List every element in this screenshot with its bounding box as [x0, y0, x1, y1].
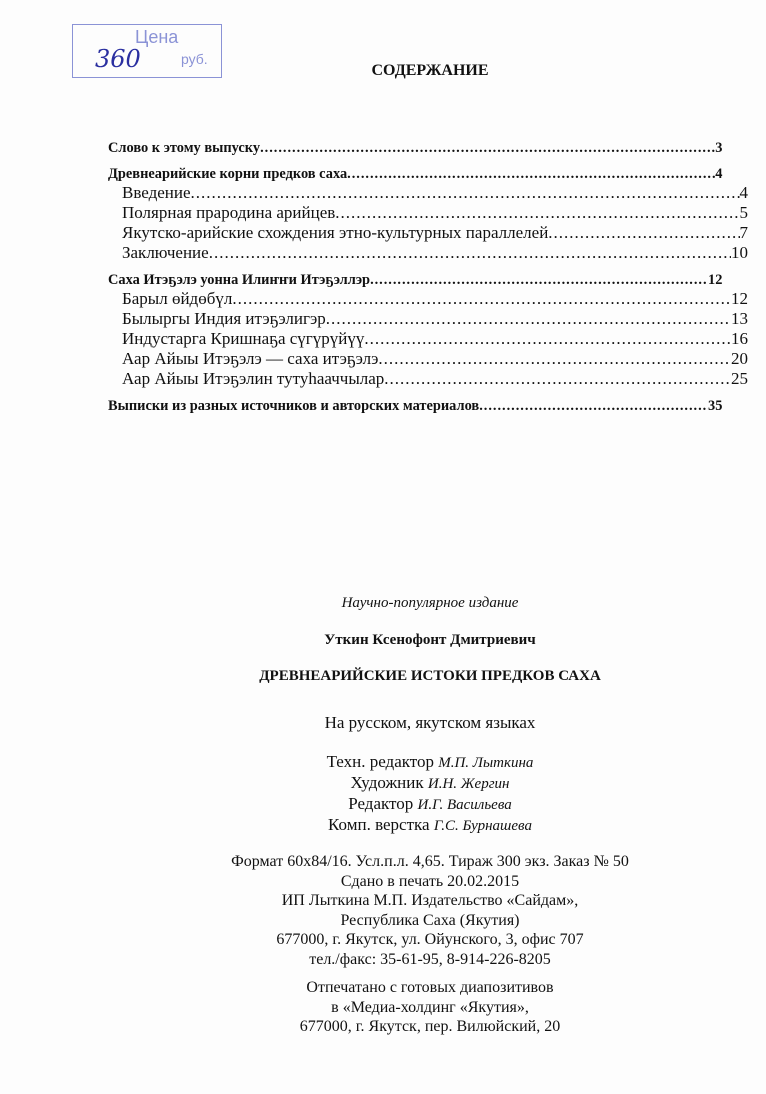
credit-name: И.Н. Жергин: [427, 776, 510, 792]
toc-entry: [108, 309, 748, 329]
toc-entry: [108, 349, 748, 369]
credit-name: И.Г. Васильева: [417, 797, 512, 813]
toc-leader-dots: [260, 140, 715, 157]
toc-entry: [108, 329, 748, 349]
credit-role: Техн. редактор: [326, 752, 434, 771]
toc-leader-dots: [479, 398, 708, 415]
toc-leader-dots: [378, 349, 731, 369]
toc-entry: [108, 369, 748, 389]
toc-entry-title: Индустарга Кришнаҕа сүгүрүйүү: [122, 329, 365, 348]
toc-entry-page: 3: [715, 140, 723, 156]
toc-entry-page: 4: [739, 183, 748, 202]
toc-entry-page: 10: [731, 243, 748, 262]
toc-entry-page: 4: [715, 166, 723, 182]
toc-entry: [108, 203, 748, 223]
languages: На русском, якутском языках: [324, 713, 536, 732]
toc-entry-title: Саха Итэҕэлэ уонна Илиҥҥи Итэҕэллэр: [108, 272, 371, 288]
toc-entry-page: 7: [739, 223, 748, 242]
author-name: Уткин Ксенофонт Дмитриевич: [324, 632, 536, 648]
toc-leader-dots: [232, 289, 731, 309]
toc-leader-dots: [364, 329, 731, 349]
publication-line: 677000, г. Якутск, ул. Ойунского, 3, офис 707: [276, 931, 584, 948]
toc-entry: [108, 272, 722, 289]
toc-entry-title: Барыл өйдөбүл: [122, 289, 233, 308]
table-of-contents: [108, 140, 748, 415]
toc-leader-dots: [326, 309, 731, 329]
stamp-currency: руб.: [181, 51, 208, 67]
toc-entry-title: Древнеарийские корни предков саха: [108, 166, 348, 182]
credit-line: [120, 773, 740, 794]
toc-entry-title: Полярная прародина арийцев: [122, 203, 336, 222]
toc-leader-dots: [209, 243, 731, 263]
toc-entry: [108, 166, 722, 183]
toc-entry-title: Аар Айыы Итэҕэлин тутуһааччылар: [122, 369, 385, 388]
toc-entry-page: 12: [708, 272, 723, 288]
toc-entry-title: Введение: [122, 183, 191, 202]
credit-name: Г.С. Бурнашева: [433, 818, 532, 834]
toc-entry-page: 16: [731, 329, 748, 348]
credit-role: Комп. верстка: [328, 815, 430, 834]
toc-entry: [108, 398, 722, 415]
publication-line: тел./факс: 35-61-95, 8-914-226-8205: [309, 950, 551, 968]
page-title: СОДЕРЖАНИЕ: [371, 62, 489, 79]
stamp-label: Цена: [135, 27, 179, 47]
toc-entry: [108, 183, 748, 203]
toc-leader-dots: [370, 272, 708, 289]
publication-info: [120, 852, 740, 969]
toc-entry: [108, 140, 722, 157]
toc-leader-dots: [335, 203, 739, 223]
toc-entry-page: 13: [731, 309, 748, 328]
toc-entry-title: Заключение: [122, 243, 209, 262]
publication-line: Республика Саха (Якутия): [340, 911, 520, 929]
toc-entry-page: 12: [731, 289, 748, 308]
printer-line: Отпечатано с готовых диапозитивов: [306, 979, 554, 996]
toc-leader-dots: [548, 223, 739, 243]
credit-line: [120, 815, 740, 836]
toc-leader-dots: [347, 166, 715, 183]
publication-line: Формат 60x84/16. Усл.п.л. 4,65. Тираж 300 экз. Заказ № 50: [231, 853, 629, 870]
toc-entry: [108, 243, 748, 263]
credits: [120, 752, 740, 836]
toc-leader-dots: [191, 183, 740, 203]
printer-line: в «Медиа-холдинг «Якутия»,: [331, 998, 529, 1016]
toc-entry-page: 20: [731, 349, 748, 368]
publication-line: Сдано в печать 20.02.2015: [340, 872, 520, 890]
credit-name: М.П. Лыткина: [438, 755, 534, 771]
publication-line: ИП Лыткина М.П. Издательство «Сайдам»,: [281, 892, 579, 909]
credit-line: [120, 794, 740, 815]
toc-entry: [108, 223, 748, 243]
toc-entry-page: 25: [731, 369, 748, 388]
stamp-price: 360: [95, 45, 141, 73]
toc-entry-title: Выписки из разных источников и авторских материалов: [108, 398, 480, 414]
edition-type: Научно-популярное издание: [341, 595, 519, 611]
toc-entry-title: Былыргы Индия итэҕэлигэр: [122, 309, 326, 328]
credit-role: Редактор: [348, 794, 414, 813]
toc-entry: [108, 289, 748, 309]
credit-line: [120, 752, 740, 773]
printer-info: [120, 978, 740, 1037]
toc-entry-page: 35: [708, 398, 723, 414]
toc-entry-page: 5: [739, 203, 748, 222]
toc-entry-title: Якутско-арийские схождения этно-культурных параллелей: [122, 223, 549, 242]
credit-role: Художник: [350, 773, 424, 792]
toc-leader-dots: [384, 369, 731, 389]
toc-entry-title: Аар Айыы Итэҕэлэ — саха итэҕэлэ: [122, 349, 379, 368]
book-title: ДРЕВНЕАРИЙСКИЕ ИСТОКИ ПРЕДКОВ САХА: [259, 668, 601, 684]
toc-entry-title: Слово к этому выпуску: [108, 140, 261, 156]
printer-line: 677000, г. Якутск, пер. Вилюйский, 20: [299, 1018, 561, 1035]
